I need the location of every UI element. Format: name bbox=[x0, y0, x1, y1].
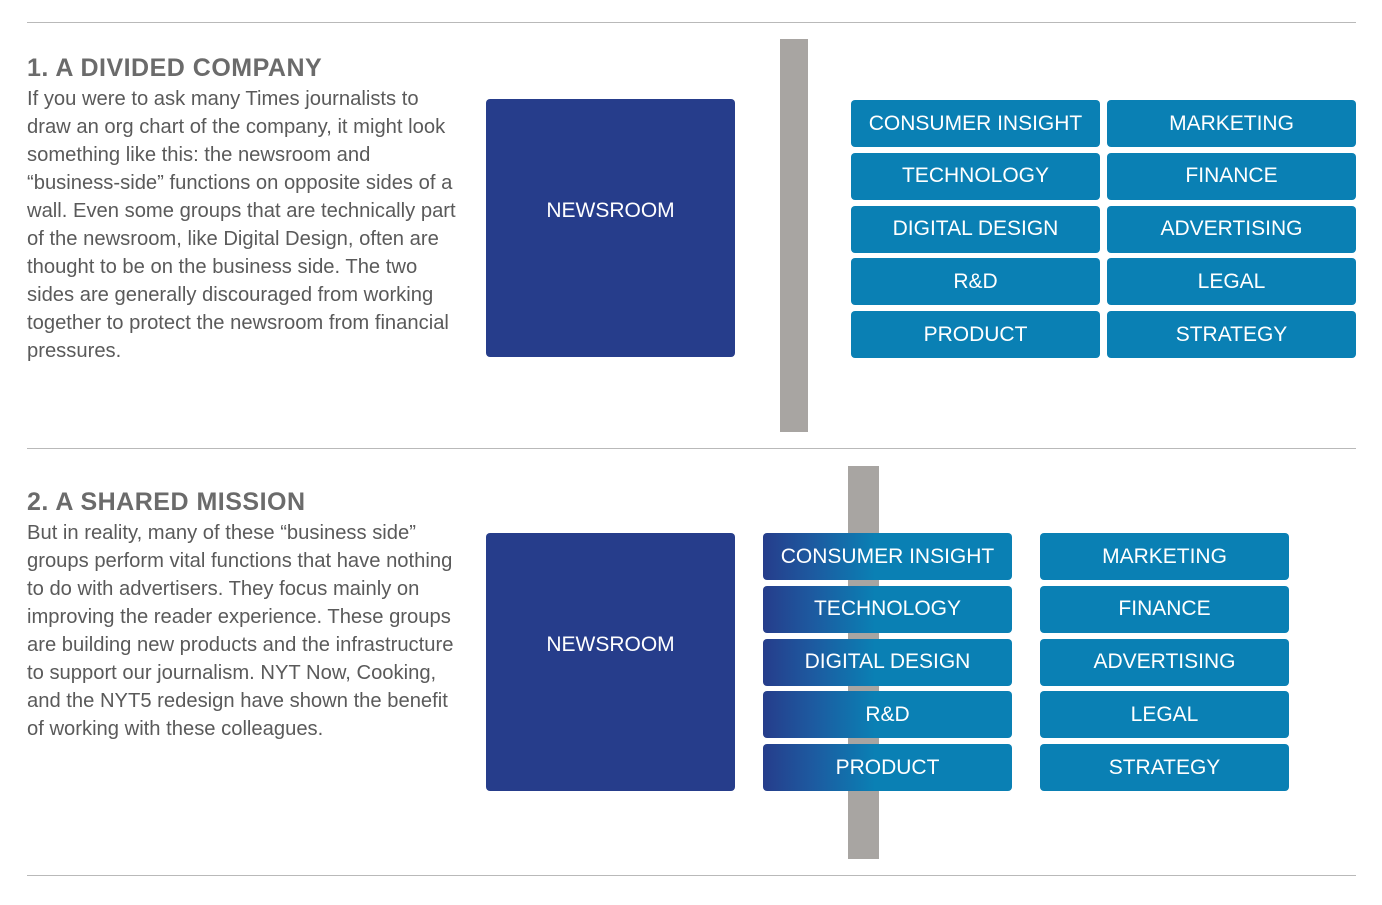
group-box-technology: TECHNOLOGY bbox=[851, 153, 1100, 200]
group-box-technology: TECHNOLOGY bbox=[763, 586, 1012, 633]
divider-bottom bbox=[27, 875, 1356, 876]
section1-paragraph: If you were to ask many Times journalists to draw an org chart of the company, it might look something like this: the newsroom and “business-side” functions on opposite sides of a wall. Even some groups that are technically part of the newsroom, like Digital Design, often are thought to be on the business side. The two sides are generally discouraged from working together to protect the newsroom from financial pressures. bbox=[27, 88, 456, 362]
section2-heading: 2. A SHARED MISSION bbox=[27, 488, 306, 516]
group-box-legal: LEGAL bbox=[1040, 691, 1289, 738]
group-box-strategy: STRATEGY bbox=[1040, 744, 1289, 791]
group-box-consumer-insight: CONSUMER INSIGHT bbox=[851, 100, 1100, 147]
newsroom-box bbox=[486, 533, 735, 791]
divider-middle bbox=[27, 448, 1356, 449]
wall-divider bbox=[780, 39, 808, 432]
group-box-marketing: MARKETING bbox=[1107, 100, 1356, 147]
group-box-product: PRODUCT bbox=[763, 744, 1012, 791]
group-box-advertising: ADVERTISING bbox=[1107, 206, 1356, 253]
group-box-randd: R&D bbox=[851, 258, 1100, 305]
group-box-randd: R&D bbox=[763, 691, 1012, 738]
newsroom-label: NEWSROOM bbox=[546, 199, 675, 222]
group-box-finance: FINANCE bbox=[1107, 153, 1356, 200]
newsroom-label: NEWSROOM bbox=[546, 633, 675, 656]
group-box-consumer-insight: CONSUMER INSIGHT bbox=[763, 533, 1012, 580]
group-box-digital-design: DIGITAL DESIGN bbox=[851, 206, 1100, 253]
group-box-product: PRODUCT bbox=[851, 311, 1100, 358]
group-box-legal: LEGAL bbox=[1107, 258, 1356, 305]
group-box-advertising: ADVERTISING bbox=[1040, 639, 1289, 686]
group-box-marketing: MARKETING bbox=[1040, 533, 1289, 580]
divider-top bbox=[27, 22, 1356, 23]
group-box-digital-design: DIGITAL DESIGN bbox=[763, 639, 1012, 686]
newsroom-box bbox=[486, 99, 735, 357]
group-box-finance: FINANCE bbox=[1040, 586, 1289, 633]
section2-paragraph: But in reality, many of these “business side” groups perform vital functions that have nothing to do with advertisers. They focus mainly on improving the reader experience. These groups are building new products and the infrastructure to support our journalism. NYT Now, Cooking, and the NYT5 redesign have shown the benefit of working with these colleagues. bbox=[27, 522, 454, 740]
group-box-strategy: STRATEGY bbox=[1107, 311, 1356, 358]
section1-heading: 1. A DIVIDED COMPANY bbox=[27, 54, 323, 82]
